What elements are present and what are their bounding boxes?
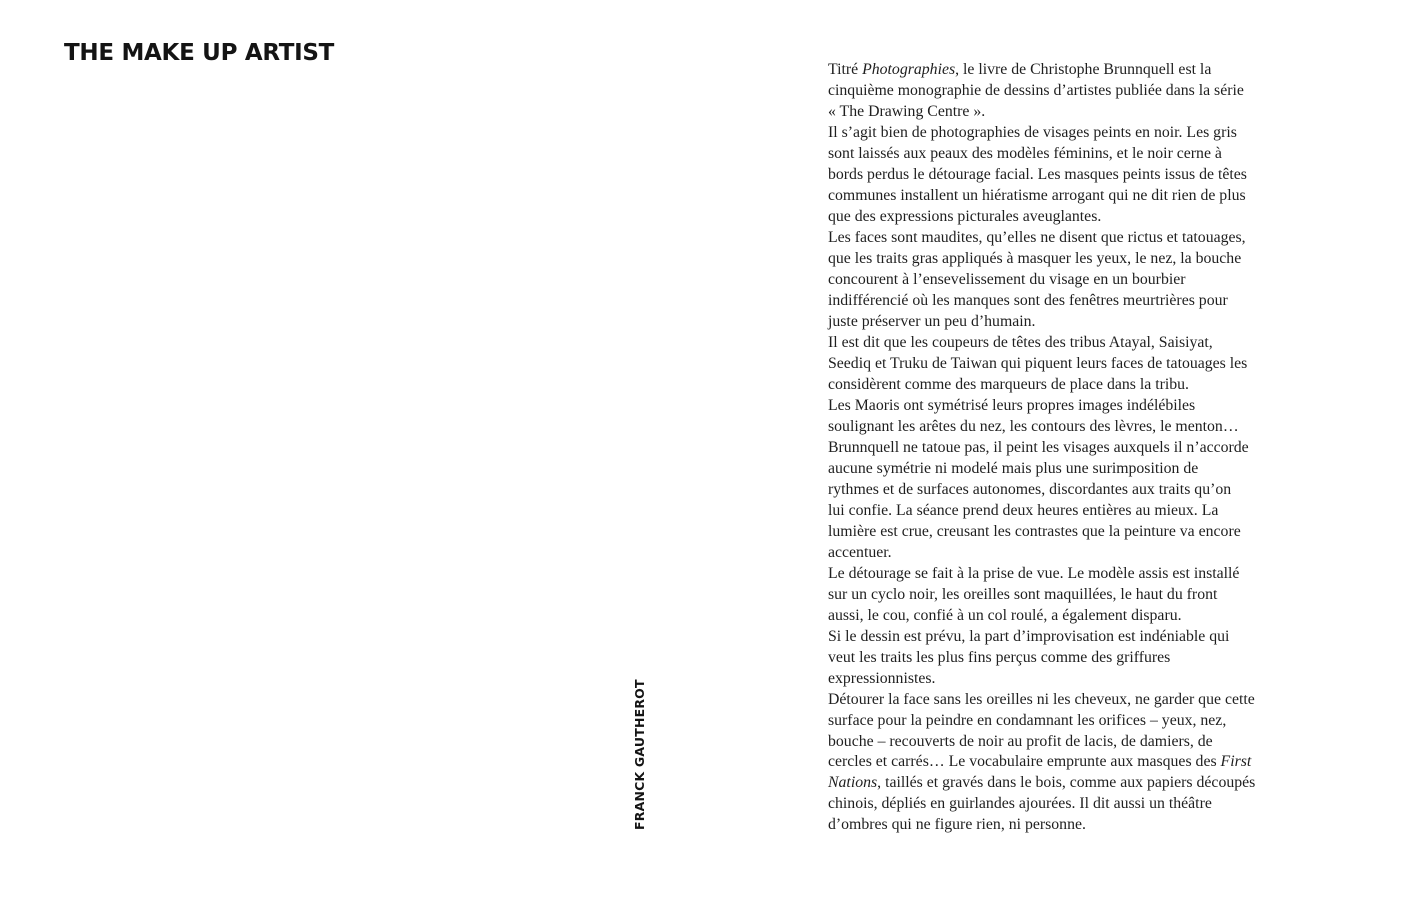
text-segment: rythmes et de surfaces autonomes, discordantes aux traits qu’on	[828, 480, 1232, 498]
italic-text: Photographies	[862, 61, 956, 78]
text-line	[828, 627, 1288, 648]
text-line	[828, 123, 1288, 144]
text-line	[828, 60, 1288, 81]
text-segment: aussi, le cou, confié à un col roulé, a également disparu.	[828, 606, 1182, 624]
text-segment: sont laissés aux peaux des modèles féminins, et le noir cerne à	[828, 144, 1222, 162]
italic-text: First	[1220, 753, 1252, 771]
text-line	[828, 522, 1288, 543]
text-line	[828, 207, 1288, 228]
text-line	[828, 794, 1288, 815]
text-line	[828, 354, 1288, 375]
paragraph	[828, 438, 1288, 564]
text-segment: Titré	[828, 61, 863, 78]
text-segment: bords perdus le détourage facial. Les masques peints issus de têtes	[828, 165, 1247, 183]
text-segment: accentuer.	[828, 543, 892, 561]
text-segment: Détourer la face sans les oreilles ni les cheveux, ne garder que cette	[828, 690, 1255, 708]
text-line	[828, 773, 1288, 794]
text-segment: considèrent comme des marqueurs de place dans la tribu.	[828, 375, 1190, 393]
text-line	[828, 228, 1288, 249]
text-segment: lumière est crue, creusant les contrastes que la peinture va encore	[828, 522, 1241, 540]
text-line	[828, 291, 1288, 312]
text-segment: d’ombres qui ne figure rien, ni personne.	[828, 816, 1086, 834]
text-line	[828, 165, 1288, 186]
text-line	[828, 270, 1288, 291]
text-line	[828, 333, 1288, 354]
paragraph	[828, 123, 1288, 228]
text-line	[828, 438, 1288, 459]
text-segment: chinois, dépliés en guirlandes ajourées. Il dit aussi un théâtre	[828, 795, 1212, 813]
text-line	[828, 690, 1288, 711]
text-segment: Le détourage se fait à la prise de vue. Le modèle assis est installé	[828, 564, 1240, 582]
text-line	[828, 501, 1288, 522]
text-line	[828, 606, 1288, 627]
text-line	[828, 102, 1288, 123]
text-line	[828, 396, 1288, 417]
text-segment: Brunnquell ne tatoue pas, il peint les visages auxquels il n’accorde	[828, 438, 1249, 456]
text-line	[828, 732, 1288, 753]
text-segment: lui confie. La séance prend deux heures entières au mieux. La	[828, 501, 1219, 519]
text-line	[828, 459, 1288, 480]
text-segment: cinquième monographie de dessins d’artistes publiée dans la série	[828, 81, 1244, 99]
text-segment: cercles et carrés… Le vocabulaire emprunte aux masques des	[828, 753, 1221, 771]
paragraph	[828, 627, 1288, 690]
text-segment: juste préserver un peu d’humain.	[828, 312, 1036, 330]
text-segment: que des expressions picturales aveuglantes.	[828, 207, 1102, 225]
text-line	[828, 648, 1288, 669]
author-name: FRANCK GAUTHEROT	[632, 679, 647, 830]
text-line	[828, 81, 1288, 102]
text-segment: communes installent un hiératisme arrogant qui ne dit rien de plus	[828, 186, 1246, 204]
text-segment: veut les traits les plus fins perçus comme des griffures	[828, 648, 1171, 666]
text-line	[828, 711, 1288, 732]
text-line	[828, 752, 1288, 773]
text-segment: Il s’agit bien de photographies de visages peints en noir. Les gris	[828, 123, 1237, 141]
paragraph	[828, 228, 1288, 333]
text-segment: surface pour la peindre en condamnant les orifices – yeux, nez,	[828, 711, 1227, 729]
text-line	[828, 543, 1288, 564]
paragraph	[828, 690, 1288, 837]
paragraph	[828, 396, 1288, 438]
text-segment: Il est dit que les coupeurs de têtes des tribus Atayal, Saisiyat,	[828, 333, 1213, 351]
text-segment: sur un cyclo noir, les oreilles sont maquillées, le haut du front	[828, 585, 1218, 603]
text-line	[828, 564, 1288, 585]
text-line	[828, 417, 1288, 438]
text-segment: indifférencié où les manques sont des fenêtres meurtrières pour	[828, 291, 1228, 309]
text-line	[828, 480, 1288, 501]
text-segment: aucune symétrie ni modelé mais plus une surimposition de	[828, 459, 1199, 477]
article-body	[828, 60, 1288, 836]
text-segment: , taillés et gravés dans le bois, comme aux papiers découpés	[877, 774, 1256, 792]
text-line	[828, 585, 1288, 606]
text-segment: Seediq et Truku de Taiwan qui piquent leurs faces de tatouages les	[828, 354, 1248, 372]
text-line	[828, 144, 1288, 165]
text-segment: expressionnistes.	[828, 669, 936, 687]
text-line	[828, 375, 1288, 396]
page-title: THE MAKE UP ARTIST	[64, 40, 335, 66]
text-segment: Les faces sont maudites, qu’elles ne disent que rictus et tatouages,	[828, 228, 1246, 246]
text-segment: que les traits gras appliqués à masquer les yeux, le nez, la bouche	[828, 249, 1242, 267]
text-segment: bouche – recouverts de noir au profit de lacis, de damiers, de	[828, 732, 1213, 750]
paragraph	[828, 564, 1288, 627]
text-segment: Si le dessin est prévu, la part d’improvisation est indéniable qui	[828, 627, 1230, 645]
text-line	[828, 186, 1288, 207]
text-line	[828, 249, 1288, 270]
paragraph	[828, 60, 1288, 123]
text-line	[828, 669, 1288, 690]
italic-text: Nations	[828, 774, 878, 792]
text-segment: , le livre de Christophe Brunnquell est la	[955, 61, 1212, 78]
text-segment: « The Drawing Centre ».	[828, 102, 986, 120]
text-segment: Les Maoris ont symétrisé leurs propres images indélébiles	[828, 396, 1196, 414]
text-line	[828, 815, 1288, 836]
text-segment: concourent à l’ensevelissement du visage en un bourbier	[828, 270, 1186, 288]
paragraph	[828, 333, 1288, 396]
text-line	[828, 312, 1288, 333]
text-segment: soulignant les arêtes du nez, les contours des lèvres, le menton…	[828, 417, 1239, 435]
